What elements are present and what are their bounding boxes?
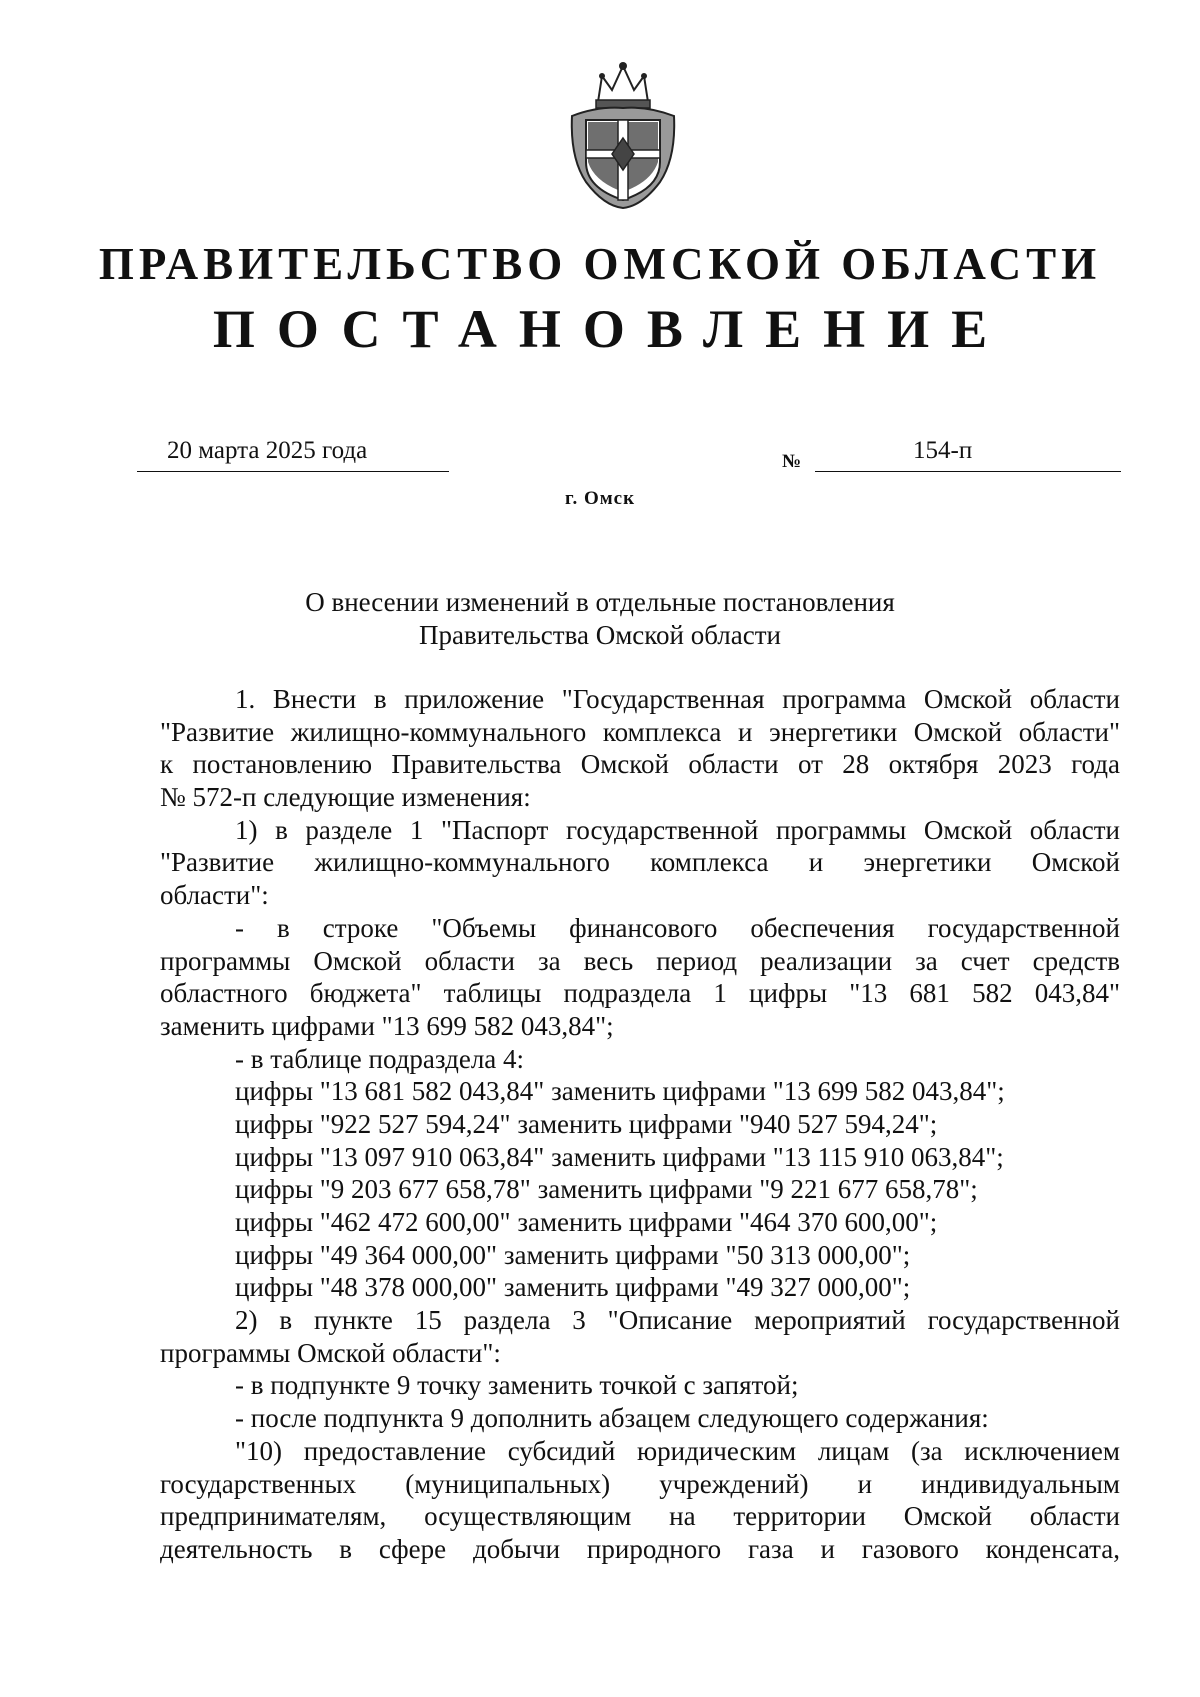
body-line: области": [160, 880, 269, 911]
body-line: к постановлению Правительства Омской области от 28 октября 2023 года [160, 749, 1120, 780]
body-line: деятельность в сфере добычи природного газа и газового конденсата, [160, 1533, 1120, 1564]
document-type-heading: ПОСТАНОВЛЕНИЕ [212, 299, 1010, 359]
body-line: - после подпункта 9 дополнить абзацем следующего содержания: [235, 1403, 989, 1434]
body-line: "10) предоставление субсидий юридическим лицам (за исключением [235, 1435, 1120, 1466]
date-field [137, 437, 449, 472]
body-line: цифры "462 472 600,00" заменить цифрами "464 370 600,00"; [235, 1207, 938, 1237]
body-line: цифры "13 097 910 063,84" заменить цифрами "13 115 910 063,84"; [235, 1141, 1004, 1172]
document-body [160, 683, 1120, 1566]
body-line: "Развитие жилищно-коммунального комплекса и энергетики Омской [160, 847, 1120, 878]
body-line: программы Омской области": [160, 1337, 501, 1368]
body-line: областного бюджета" таблицы подраздела 1 цифры "13 681 582 043,84" [160, 978, 1120, 1009]
body-line: предпринимателям, осуществляющим на территории Омской области [160, 1501, 1120, 1532]
body-line: государственных (муниципальных) учреждений) и индивидуальным [160, 1468, 1120, 1499]
number-sign: № [782, 451, 802, 472]
document-number: 154-п [913, 437, 973, 464]
body-line: - в таблице подраздела 4: [235, 1043, 525, 1074]
subject-line: Правительства Омской области [419, 620, 781, 650]
body-line: цифры "922 527 594,24" заменить цифрами "940 527 594,24"; [235, 1108, 938, 1139]
body-line: цифры "49 364 000,00" заменить цифрами "50 313 000,00"; [235, 1239, 911, 1270]
body-line: заменить цифрами "13 699 582 043,84"; [160, 1010, 614, 1041]
body-line: программы Омской области за весь период реализации за счет средств [160, 945, 1120, 976]
organization-title: ПРАВИТЕЛЬСТВО ОМСКОЙ ОБЛАСТИ [98, 239, 1102, 289]
body-line: - в подпункте 9 точку заменить точкой с запятой; [235, 1370, 799, 1401]
body-line: цифры "9 203 677 658,78" заменить цифрами "9 221 677 658,78"; [235, 1174, 978, 1205]
body-line: 1. Внести в приложение "Государственная программа Омской области [235, 684, 1120, 714]
document-date: 20 марта 2025 года [167, 437, 368, 464]
body-line: цифры "48 378 000,00" заменить цифрами "49 327 000,00"; [235, 1272, 911, 1303]
subject-line: О внесении изменений в отдельные постановления [305, 587, 895, 617]
body-line: 1) в разделе 1 "Паспорт государственной программы Омской области [235, 814, 1120, 845]
number-field [815, 437, 1121, 472]
body-line: № 572-п следующие изменения: [160, 782, 531, 813]
body-line: цифры "13 681 582 043,84" заменить цифрами "13 699 582 043,84"; [235, 1076, 1005, 1107]
omsk-region-coat-of-arms-icon [564, 58, 682, 210]
body-line: 2) в пункте 15 раздела 3 "Описание мероприятий государственной [235, 1305, 1120, 1336]
body-line: - в строке "Объемы финансового обеспечения государственной [235, 912, 1120, 943]
document-subject [0, 586, 1200, 652]
city-label: г. Омск [564, 488, 636, 509]
body-line: "Развитие жилищно-коммунального комплекса и энергетики Омской области" [160, 716, 1120, 747]
